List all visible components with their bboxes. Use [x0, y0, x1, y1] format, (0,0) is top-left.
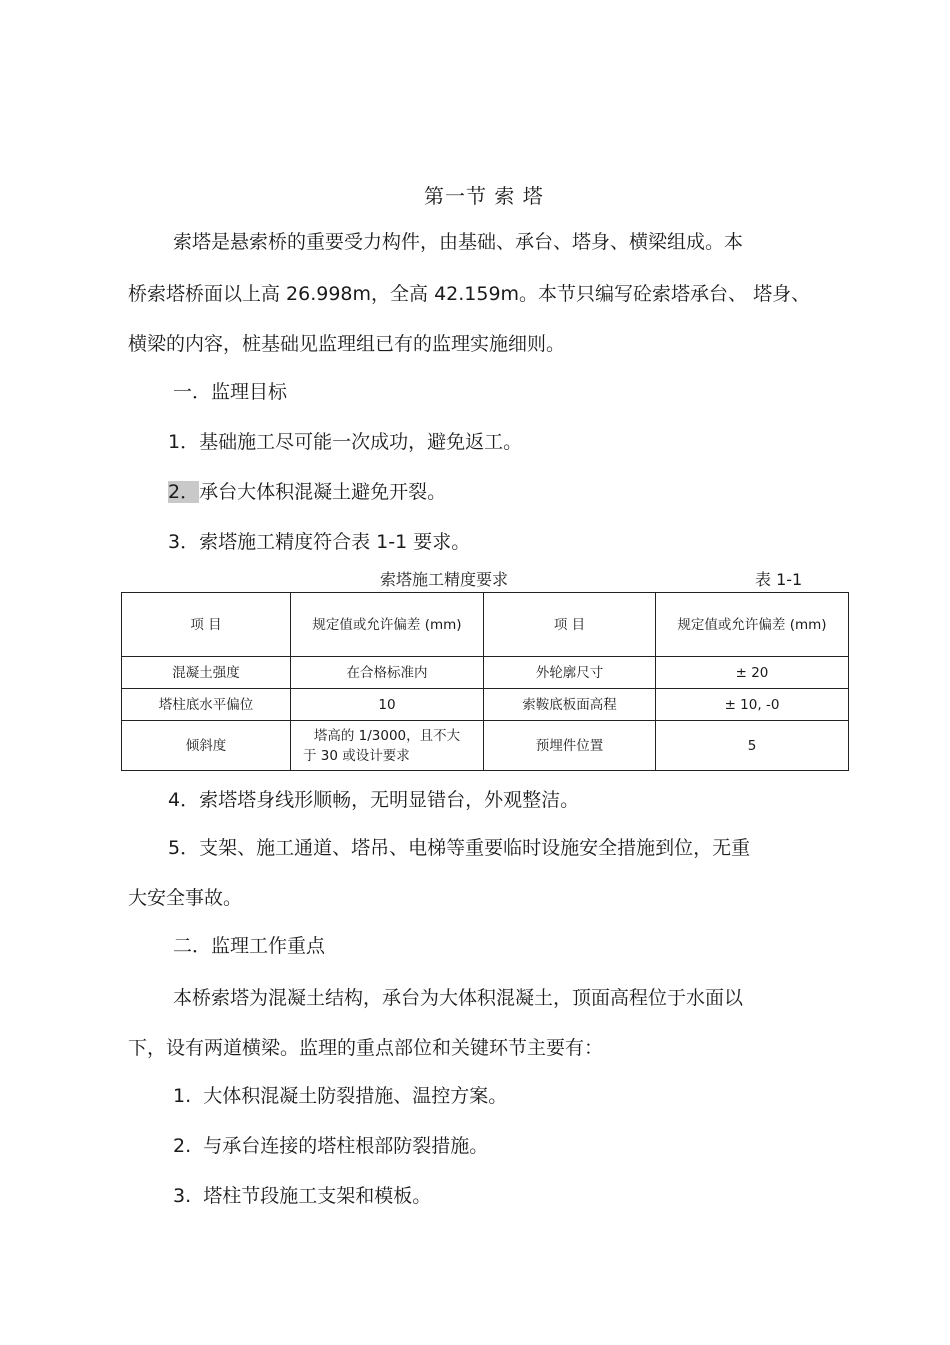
focus-number: 2.: [173, 1135, 192, 1157]
goal-text: 基础施工尽可能一次成功，避免返工。: [199, 431, 523, 453]
goal-number: 4．: [168, 789, 200, 811]
table-cell: 预埋件位置: [484, 721, 656, 771]
table-cell: ± 20: [656, 657, 849, 689]
table-cell-multiline: [291, 721, 484, 771]
focus-intro-line-1: 本桥索塔为混凝土结构，承台为大体积混凝土，顶面高程位于水面以: [173, 987, 744, 1009]
goal-number: 1．: [168, 431, 200, 453]
table-cell: 10: [291, 689, 484, 721]
heading-supervision-focus: 二．监理工作重点: [173, 935, 326, 957]
table-caption: 索塔施工精度要求: [380, 570, 509, 589]
table-header-cell: 项 目: [484, 593, 656, 657]
focus-text: 塔柱节段施工支架和模板。: [203, 1185, 432, 1207]
table-cell: ± 10, -0: [656, 689, 849, 721]
table-cell: 索鞍底板面高程: [484, 689, 656, 721]
goal-text: 支架、施工通道、塔吊、电梯等重要临时设施安全措施到位，无重: [199, 837, 751, 859]
table-header-cell: 项 目: [122, 593, 291, 657]
table-header-cell: 规定值或允许偏差 (mm): [291, 593, 484, 657]
goal-number: 5．: [168, 837, 200, 859]
table-header-row: [122, 593, 849, 657]
focus-item-3: [173, 1184, 431, 1208]
heading-supervision-goals: 一．监理目标: [173, 381, 288, 403]
goal-item-4: [168, 788, 579, 812]
focus-item-2: [173, 1134, 488, 1158]
table-cell: 外轮廓尺寸: [484, 657, 656, 689]
intro-line-3: 横梁的内容，桩基础见监理组已有的监理实施细则。: [128, 333, 566, 355]
goal-item-2: [168, 480, 446, 504]
section-title: 第一节 索 塔: [424, 184, 544, 208]
table-cell-line: 于 30 或设计要求: [303, 747, 410, 764]
intro-line-1: 索塔是悬索桥的重要受力构件，由基础、承台、塔身、横梁组成。本: [173, 231, 744, 253]
table-cell-line: 塔高的 1/3000，且不大: [313, 727, 461, 744]
focus-number: 3.: [173, 1185, 192, 1207]
table-cell: 倾斜度: [122, 721, 291, 771]
table-row: [122, 689, 849, 721]
precision-table: [121, 592, 849, 771]
goal-item-3: [168, 530, 470, 554]
goal-number: 3．: [168, 531, 200, 553]
goal-item-1: [168, 430, 522, 454]
table-row: [122, 721, 849, 771]
goal-text: 索塔塔身线形顺畅，无明显错台，外观整洁。: [199, 789, 580, 811]
focus-intro-line-2: 下，设有两道横梁。监理的重点部位和关键环节主要有：: [128, 1037, 604, 1059]
goal-item-5: [168, 836, 750, 860]
table-cell: 混凝土强度: [122, 657, 291, 689]
table-cell: 在合格标准内: [291, 657, 484, 689]
table-row: [122, 657, 849, 689]
focus-number: 1.: [173, 1085, 192, 1107]
focus-item-1: [173, 1084, 507, 1108]
table-cell: 5: [656, 721, 849, 771]
focus-text: 与承台连接的塔柱根部防裂措施。: [203, 1135, 489, 1157]
table-header-cell: 规定值或允许偏差 (mm): [656, 593, 849, 657]
goal-item-5-continuation: 大安全事故。: [128, 887, 243, 909]
goal-number-highlighted: 2．: [168, 481, 200, 503]
table-cell: 塔柱底水平偏位: [122, 689, 291, 721]
table-label: 表 1-1: [755, 570, 803, 589]
goal-text: 承台大体积混凝土避免开裂。: [199, 481, 447, 503]
intro-line-2: 桥索塔桥面以上高 26.998m，全高 42.159m。本节只编写砼索塔承台、 塔身、: [128, 283, 811, 305]
goal-text: 索塔施工精度符合表 1-1 要求。: [199, 531, 471, 553]
focus-text: 大体积混凝土防裂措施、温控方案。: [203, 1085, 508, 1107]
